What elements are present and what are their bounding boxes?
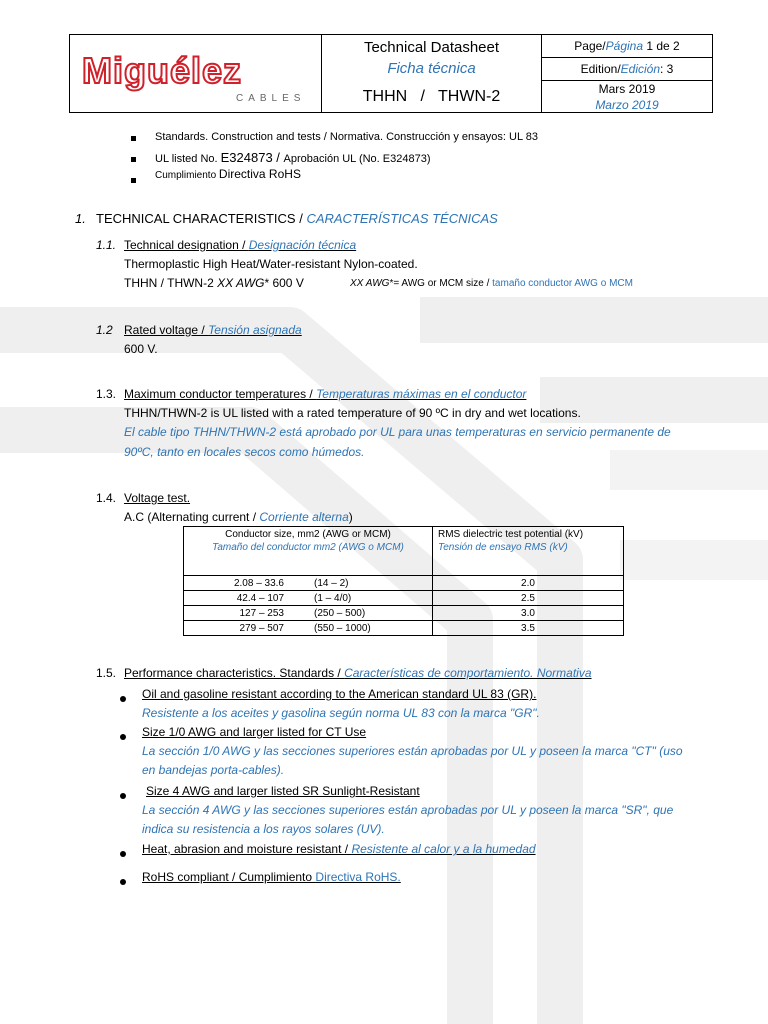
- edition-number: : 3: [660, 62, 674, 76]
- logo-wordmark: Miguélez: [82, 50, 243, 91]
- ul-prefix: UL listed No.: [155, 153, 221, 165]
- code-voltage: * 600 V: [264, 276, 304, 290]
- awg-note: [350, 278, 633, 289]
- round-bullet-icon: [120, 729, 126, 743]
- rated-voltage-value: 600 V.: [124, 342, 158, 356]
- edition-label-es: Edición: [620, 62, 661, 76]
- ul-sep: /: [272, 150, 284, 165]
- section-number: 1.: [75, 211, 86, 226]
- edition-label: Edition/: [580, 62, 621, 76]
- header-kv-en: RMS dielectric test potential (kV): [438, 529, 584, 540]
- temperature-text-es-1: El cable tipo THHN/THWN-2 está aprobado por UL para unas temperaturas en servicio permanente de: [124, 425, 671, 439]
- subsection-number: 1.3.: [96, 387, 117, 401]
- heading-es: Temperaturas máximas en el conductor: [316, 387, 527, 401]
- performance-item-es: La sección 1/0 AWG y las secciones superiores están aprobadas por UL y poseen la marca "CT" (uso: [142, 744, 683, 758]
- header-kv-es: Tensión de ensayo RMS (kV): [438, 542, 568, 553]
- size-mm: 127 – 253: [239, 607, 284, 619]
- note-en: *= AWG or MCM size /: [389, 278, 493, 289]
- table-header-cell: [433, 527, 624, 576]
- performance-item: [142, 870, 401, 884]
- standards-line: Standards. Construction and tests / Normativa. Construcción y ensayos: UL 83: [155, 131, 538, 143]
- item-es: Resistente al calor y a la humedad: [351, 842, 536, 856]
- heading-es: Tensión asignada: [208, 323, 302, 337]
- item-es: Directiva RoHS.: [315, 870, 401, 884]
- subsection-heading: [124, 323, 302, 337]
- table-row: [184, 606, 624, 621]
- table-cell: 2.5: [433, 591, 624, 606]
- header-size-en: Conductor size, mm2 (AWG or MCM): [225, 529, 391, 540]
- page-number: 1 de 2: [643, 39, 680, 53]
- table-header-row: [184, 527, 624, 576]
- rohs-large: Directiva RoHS: [218, 167, 301, 181]
- page-label: Page/: [574, 39, 606, 53]
- size-awg: (1 – 4/0): [314, 592, 352, 604]
- table-header-cell: [184, 527, 433, 576]
- performance-item-en: Size 1/0 AWG and larger listed for CT Use: [142, 725, 367, 739]
- subsection-heading: [124, 387, 526, 401]
- table-row: [184, 621, 624, 636]
- voltage-test-sub: [124, 510, 353, 524]
- section-title-en: TECHNICAL CHARACTERISTICS /: [96, 211, 307, 226]
- subsection-number: 1.2: [96, 323, 113, 337]
- performance-item-es: Resistente a los aceites y gasolina según norma UL 83 con la marca "GR".: [142, 706, 540, 720]
- table-row: [184, 591, 624, 606]
- date-es: Marzo 2019: [595, 98, 659, 112]
- voltage-test-table: [183, 526, 624, 636]
- heading-es: Designación técnica: [248, 238, 357, 252]
- section-title-es: CARACTERÍSTICAS TÉCNICAS: [306, 211, 498, 226]
- temperature-text-es-2: 90ºC, tanto en locales secos como húmedos.: [124, 445, 365, 459]
- subsection-number: 1.1.: [96, 238, 117, 252]
- intro-bullet: [131, 173, 136, 187]
- subsection-heading: [124, 238, 356, 252]
- heading-en: Technical designation /: [124, 238, 249, 252]
- subsection-heading: [124, 666, 592, 680]
- designation-code: [124, 276, 304, 290]
- doc-title: Technical Datasheet: [363, 39, 500, 56]
- size-mm: 2.08 – 33.6: [233, 577, 284, 589]
- table-cell: [184, 576, 433, 591]
- table-cell: [184, 621, 433, 636]
- table-cell: [184, 606, 433, 621]
- subsection-number: 1.5.: [96, 666, 117, 680]
- performance-item-en: Size 4 AWG and larger listed SR Sunlight-Resistant: [146, 784, 420, 798]
- round-bullet-icon: [120, 874, 126, 888]
- date-en: Mars 2019: [598, 82, 656, 96]
- table-row: [184, 576, 624, 591]
- sub-close: ): [348, 510, 353, 524]
- section-title: [96, 211, 498, 226]
- heading-en: Performance characteristics. Standards /: [124, 666, 345, 680]
- square-bullet-icon: [131, 157, 136, 162]
- round-bullet-icon: [120, 691, 126, 705]
- ul-number: E324873: [220, 150, 273, 165]
- temperature-text-en: THHN/THWN-2 is UL listed with a rated temperature of 90 ºC in dry and wet locations.: [124, 406, 581, 420]
- logo-subtitle: CABLES: [236, 93, 306, 104]
- subsection-number: 1.4.: [96, 491, 117, 505]
- size-mm: 42.4 – 107: [236, 592, 284, 604]
- size-awg: (250 – 500): [314, 607, 366, 619]
- ul-es: Aprobación UL (No. E324873): [283, 153, 431, 165]
- square-bullet-icon: [131, 178, 136, 183]
- code-base: THHN / THWN-2: [124, 276, 218, 290]
- heading-en: Maximum conductor temperatures /: [124, 387, 317, 401]
- page-label-es: Página: [605, 39, 644, 53]
- heading-es: Características de comportamiento. Normativa: [344, 666, 592, 680]
- rohs-small: Cumplimiento: [155, 170, 219, 181]
- rohs-line: [155, 167, 301, 181]
- header-size-es: Tamaño del conductor mm2 (AWG o MCM): [212, 542, 404, 553]
- performance-item-en: Oil and gasoline resistant according to the American standard UL 83 (GR).: [142, 687, 537, 701]
- performance-item-es: La sección 4 AWG y las secciones superiores están aprobadas por UL y poseen la marca "SR", que: [142, 803, 674, 817]
- subsection-heading: Voltage test.: [124, 491, 191, 505]
- round-bullet-icon: [120, 846, 126, 860]
- square-bullet-icon: [131, 136, 136, 141]
- performance-item-es: en bandejas porta-cables).: [142, 763, 285, 777]
- doc-title-es: Ficha técnica: [387, 60, 476, 77]
- code-awg: XX AWG: [217, 276, 265, 290]
- table-cell: [184, 591, 433, 606]
- table-cell: 3.5: [433, 621, 624, 636]
- intro-bullet: [131, 152, 136, 166]
- product-name: THHN / THWN-2: [362, 88, 501, 105]
- size-mm: 279 – 507: [239, 622, 284, 634]
- size-awg: (14 – 2): [314, 577, 349, 589]
- heading-en: Rated voltage /: [124, 323, 209, 337]
- ul-listed-line: [155, 150, 431, 165]
- note-awg: XX AWG: [350, 278, 390, 289]
- note-es: tamaño conductor AWG o MCM: [492, 278, 633, 289]
- item-en: RoHS compliant / Cumplimiento: [142, 870, 316, 884]
- round-bullet-icon: [120, 788, 126, 802]
- size-awg: (550 – 1000): [314, 622, 371, 634]
- performance-item-es: indica su resistencia a los rayos solares (UV).: [142, 822, 385, 836]
- performance-item: [142, 842, 536, 856]
- table-cell: 3.0: [433, 606, 624, 621]
- sub-en: A.C (Alternating current /: [124, 510, 260, 524]
- intro-bullet: [131, 131, 136, 145]
- item-en: Heat, abrasion and moisture resistant /: [142, 842, 352, 856]
- sub-es: Corriente alterna: [259, 510, 349, 524]
- table-cell: 2.0: [433, 576, 624, 591]
- designation-line: Thermoplastic High Heat/Water-resistant Nylon-coated.: [124, 257, 418, 271]
